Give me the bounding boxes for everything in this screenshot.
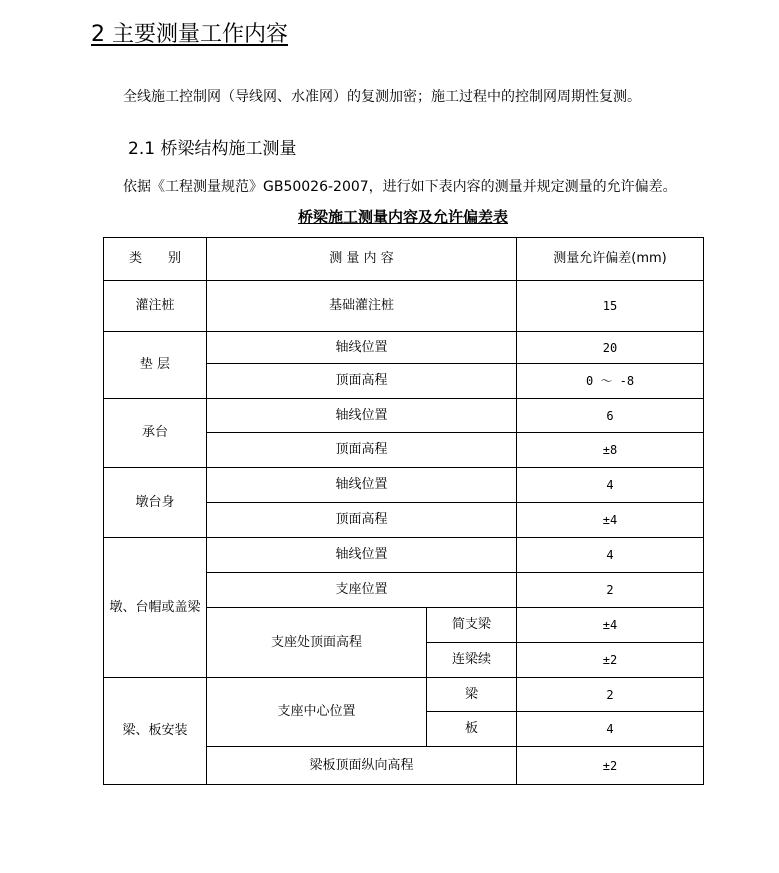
content-cell: 轴线位置 [207, 538, 517, 573]
section-title: 2 主要测量工作内容 [91, 22, 288, 47]
header-content: 测 量 内 容 [207, 238, 517, 281]
category-cell: 墩台身 [104, 468, 207, 538]
subtype-cell: 梁 [427, 678, 517, 712]
content-cell: 梁板顶面纵向高程 [207, 747, 517, 785]
category-cell: 梁、板安装 [104, 678, 207, 785]
table-header-row [104, 238, 704, 281]
tolerance-cell: 6 [517, 399, 704, 433]
content-cell: 基础灌注桩 [207, 281, 517, 332]
table-row [104, 468, 704, 503]
category-cell: 承台 [104, 399, 207, 468]
content-cell: 轴线位置 [207, 332, 517, 364]
content-cell: 顶面高程 [207, 364, 517, 399]
table-caption: 桥梁施工测量内容及允许偏差表 [297, 208, 508, 226]
table-row [104, 538, 704, 573]
content-cell: 支座处顶面高程 [207, 608, 427, 678]
intro-paragraph: 全线施工控制网（导线网、水准网）的复测加密；施工过程中的控制网周期性复测。 [123, 89, 641, 105]
tolerance-cell: 4 [517, 468, 704, 503]
category-cell: 墩、台帽或盖梁 [104, 538, 207, 678]
tolerance-cell: ±8 [517, 433, 704, 468]
tolerance-cell: 0 ～ -8 [517, 364, 704, 399]
subtype-cell: 板 [427, 712, 517, 747]
table-row [104, 678, 704, 712]
tolerance-cell: ±4 [517, 608, 704, 643]
table-row [104, 281, 704, 332]
content-cell: 轴线位置 [207, 468, 517, 503]
content-cell: 顶面高程 [207, 433, 517, 468]
content-cell: 支座位置 [207, 573, 517, 608]
basis-paragraph: 依据《工程测量规范》GB50026-2007，进行如下表内容的测量并规定测量的允许偏差。 [123, 179, 677, 195]
content-cell: 顶面高程 [207, 503, 517, 538]
table-row [104, 332, 704, 364]
tolerance-cell: 20 [517, 332, 704, 364]
header-category: 类 别 [104, 238, 207, 281]
tolerance-cell: ±2 [517, 643, 704, 678]
tolerance-cell: 4 [517, 538, 704, 573]
tolerance-cell: 4 [517, 712, 704, 747]
tolerance-cell: 2 [517, 678, 704, 712]
table-row [104, 399, 704, 433]
subsection-title: 2.1 桥梁结构施工测量 [128, 139, 297, 159]
category-cell: 灌注桩 [104, 281, 207, 332]
content-cell: 支座中心位置 [207, 678, 427, 747]
subtype-cell: 简支梁 [427, 608, 517, 643]
category-cell: 垫 层 [104, 332, 207, 399]
content-cell: 轴线位置 [207, 399, 517, 433]
tolerance-table [103, 237, 704, 785]
header-tolerance: 测量允许偏差(mm) [517, 238, 704, 281]
tolerance-cell: 2 [517, 573, 704, 608]
tolerance-cell: ±2 [517, 747, 704, 785]
tolerance-cell: 15 [517, 281, 704, 332]
subtype-cell: 连梁续 [427, 643, 517, 678]
tolerance-cell: ±4 [517, 503, 704, 538]
